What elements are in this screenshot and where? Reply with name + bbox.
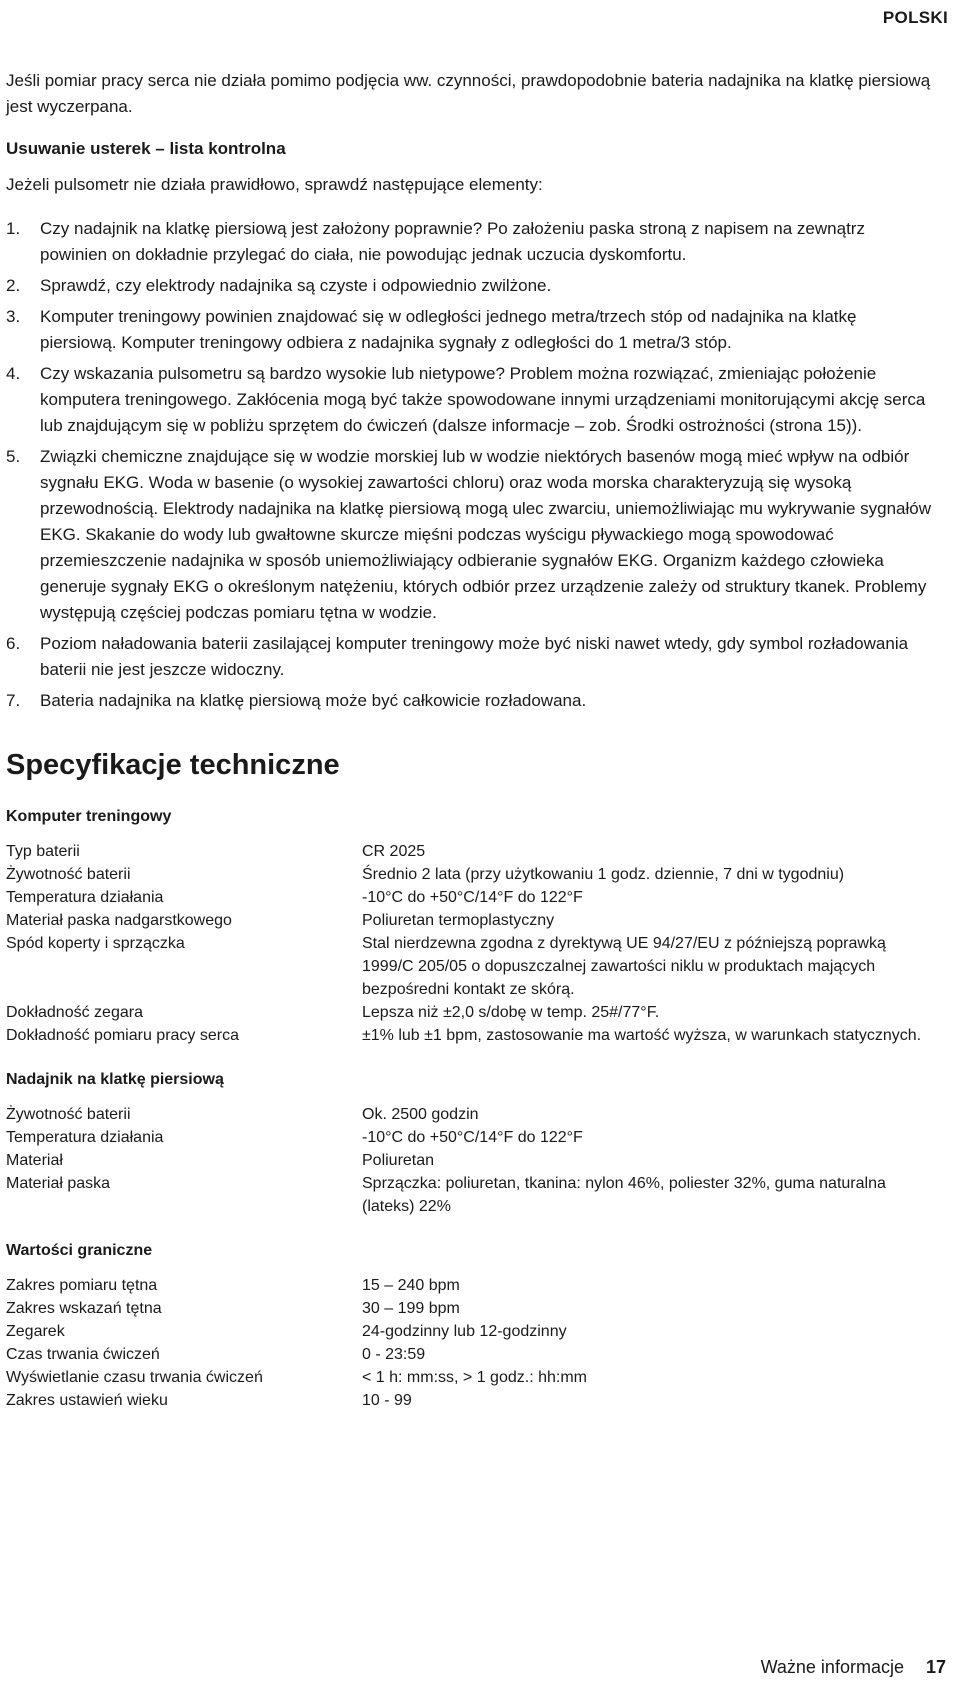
spec-group-title-computer: Komputer treningowy	[6, 808, 172, 825]
list-item-number: 6.	[6, 634, 21, 653]
list-item-text: Komputer treningowy powinien znajdować się w odległości jednego metra/trzech stóp od nadajnika na klatkę piersiową. Komputer treningowy odbiera z nadajnika sygnały z odległości do 1 metra/3 stóp.	[40, 307, 857, 352]
spec-value: Poliuretan termoplastyczny	[362, 912, 555, 929]
list-item-text: Poziom naładowania baterii zasilającej komputer treningowy może być niski nawet wtedy, gdy symbol rozładowania baterii nie jest jeszcze widoczny.	[40, 634, 909, 679]
list-item	[6, 688, 936, 714]
list-item-number: 4.	[6, 364, 21, 383]
intro-text: Jeśli pomiar pracy serca nie działa pomimo podjęcia ww. czynności, prawdopodobnie bateria nadajnika na klatkę piersiową jest wyczerpana.	[6, 71, 931, 116]
spec-value: Lepsza niż ±2,0 s/dobę w temp. 25#/77°F.	[362, 1004, 660, 1021]
spec-value: 24-godzinny lub 12-godzinny	[362, 1323, 567, 1340]
spec-value: -10°C do +50°C/14°F do 122°F	[362, 1129, 583, 1146]
list-item-text: Czy wskazania pulsometru są bardzo wysokie lub nietypowe? Problem można rozwiązać, zmieniając położenie komputera treningowego. Zakłócenia mogą być także spowodowane innymi urządzeniami monitorującymi akcję serca lub znajdującym się w pobliżu sprzętem do ćwiczeń (dalsze informacje – zob. Środki ostrożności (strona 15)).	[40, 364, 926, 435]
spec-value: Ok. 2500 godzin	[362, 1106, 479, 1123]
list-item	[6, 631, 936, 683]
spec-row	[6, 932, 936, 1001]
spec-row	[6, 1320, 936, 1343]
spec-table-computer	[6, 840, 936, 1047]
spec-key: Typ baterii	[6, 843, 80, 860]
spec-value: < 1 h: mm:ss, > 1 godz.: hh:mm	[362, 1369, 587, 1386]
spec-row	[6, 1024, 936, 1047]
spec-value: Średnio 2 lata (przy użytkowaniu 1 godz. dziennie, 7 dni w tygodniu)	[362, 866, 845, 883]
spec-key: Materiał paska	[6, 1175, 111, 1192]
list-item-text: Sprawdź, czy elektrody nadajnika są czyste i odpowiednio zwilżone.	[40, 276, 552, 295]
spec-key: Spód koperty i sprzączka	[6, 935, 185, 952]
specs-title: Specyfikacje techniczne	[6, 749, 340, 781]
spec-group-title-limits: Wartości graniczne	[6, 1242, 153, 1259]
spec-row	[6, 863, 936, 886]
spec-row	[6, 1366, 936, 1389]
spec-key: Temperatura działania	[6, 1129, 164, 1146]
footer-label: Ważne informacje	[760, 1657, 904, 1677]
troubleshooting-list	[6, 216, 936, 714]
list-item	[6, 361, 936, 439]
spec-row	[6, 1126, 936, 1149]
language-label: POLSKI	[882, 8, 948, 27]
spec-key: Zegarek	[6, 1323, 65, 1340]
spec-value: 10 - 99	[362, 1392, 412, 1409]
spec-row	[6, 1149, 936, 1172]
spec-key: Zakres wskazań tętna	[6, 1300, 162, 1317]
spec-group-title-transmitter: Nadajnik na klatkę piersiową	[6, 1071, 224, 1088]
spec-value: ±1% lub ±1 bpm, zastosowanie ma wartość wyższa, w warunkach statycznych.	[362, 1027, 922, 1044]
list-item-number: 7.	[6, 691, 21, 710]
spec-key: Żywotność baterii	[6, 866, 131, 883]
spec-table-transmitter	[6, 1103, 936, 1218]
spec-row	[6, 1274, 936, 1297]
page-footer	[761, 1657, 946, 1678]
list-item-number: 3.	[6, 307, 21, 326]
page-content	[6, 68, 936, 1434]
spec-key: Dokładność zegara	[6, 1004, 143, 1021]
spec-key: Materiał	[6, 1152, 63, 1169]
list-item	[6, 444, 936, 626]
spec-value: 15 – 240 bpm	[362, 1277, 460, 1294]
spec-key: Żywotność baterii	[6, 1106, 131, 1123]
list-item	[6, 304, 936, 356]
spec-row	[6, 1389, 936, 1412]
spec-value: Sprzączka: poliuretan, tkanina: nylon 46%, poliester 32%, guma naturalna (lateks) 22%	[362, 1175, 886, 1215]
spec-value: Stal nierdzewna zgodna z dyrektywą UE 94/27/EU z późniejszą poprawką 1999/C 205/05 o dopuszczalnej zawartości niklu w produktach mających bezpośredni kontakt ze skórą.	[362, 935, 886, 998]
troubleshooting-title: Usuwanie usterek – lista kontrolna	[6, 139, 286, 158]
spec-key: Czas trwania ćwiczeń	[6, 1346, 160, 1363]
troubleshooting-lead: Jeżeli pulsometr nie działa prawidłowo, sprawdź następujące elementy:	[6, 175, 543, 194]
list-item-text: Czy nadajnik na klatkę piersiową jest założony poprawnie? Po założeniu paska stroną z napisem na zewnątrz powinien on dokładnie przylegać do ciała, nie powodując jednak uczucia dyskomfortu.	[40, 219, 865, 264]
spec-row	[6, 840, 936, 863]
spec-row	[6, 886, 936, 909]
spec-key: Zakres pomiaru tętna	[6, 1277, 158, 1294]
list-item-number: 1.	[6, 219, 21, 238]
spec-row	[6, 1001, 936, 1024]
spec-row	[6, 1172, 936, 1218]
spec-value: Poliuretan	[362, 1152, 435, 1169]
spec-row	[6, 1103, 936, 1126]
spec-key: Wyświetlanie czasu trwania ćwiczeń	[6, 1369, 263, 1386]
list-item	[6, 216, 936, 268]
spec-key: Zakres ustawień wieku	[6, 1392, 168, 1409]
list-item	[6, 273, 936, 299]
list-item-number: 5.	[6, 447, 21, 466]
spec-key: Dokładność pomiaru pracy serca	[6, 1027, 239, 1044]
spec-row	[6, 1343, 936, 1366]
spec-key: Temperatura działania	[6, 889, 164, 906]
spec-table-limits	[6, 1274, 936, 1412]
spec-row	[6, 909, 936, 932]
spec-value: 30 – 199 bpm	[362, 1300, 460, 1317]
spec-value: CR 2025	[362, 843, 426, 860]
spec-value: 0 - 23:59	[362, 1346, 426, 1363]
page-number: 17	[925, 1657, 946, 1677]
list-item-number: 2.	[6, 276, 21, 295]
spec-key: Materiał paska nadgarstkowego	[6, 912, 232, 929]
spec-row	[6, 1297, 936, 1320]
list-item-text: Bateria nadajnika na klatkę piersiową może być całkowicie rozładowana.	[40, 691, 587, 710]
list-item-text: Związki chemiczne znajdujące się w wodzie morskiej lub w wodzie niektórych basenów mogą mieć wpływ na odbiór sygnału EKG. Woda w basenie (o wysokiej zawartości chloru) oraz woda morska charakteryzują się wysoką przewodnością. Elektrody nadajnika na klatkę piersiową mogą ulec zwarciu, uniemożliwiając mu wykrywanie sygnałów EKG. Skakanie do wody lub gwałtowne skurcze mięśni podczas wyścigu pływackiego mogą spowodować przemieszczenie nadajnika w sposób uniemożliwiający odbieranie sygnałów EKG. Organizm każdego człowieka generuje sygnały EKG o określonym natężeniu, których odbiór przez urządzenie zależy od struktury tkanek. Problemy występują częściej podczas pomiaru tętna w wodzie.	[40, 447, 932, 622]
spec-value: -10°C do +50°C/14°F do 122°F	[362, 889, 583, 906]
